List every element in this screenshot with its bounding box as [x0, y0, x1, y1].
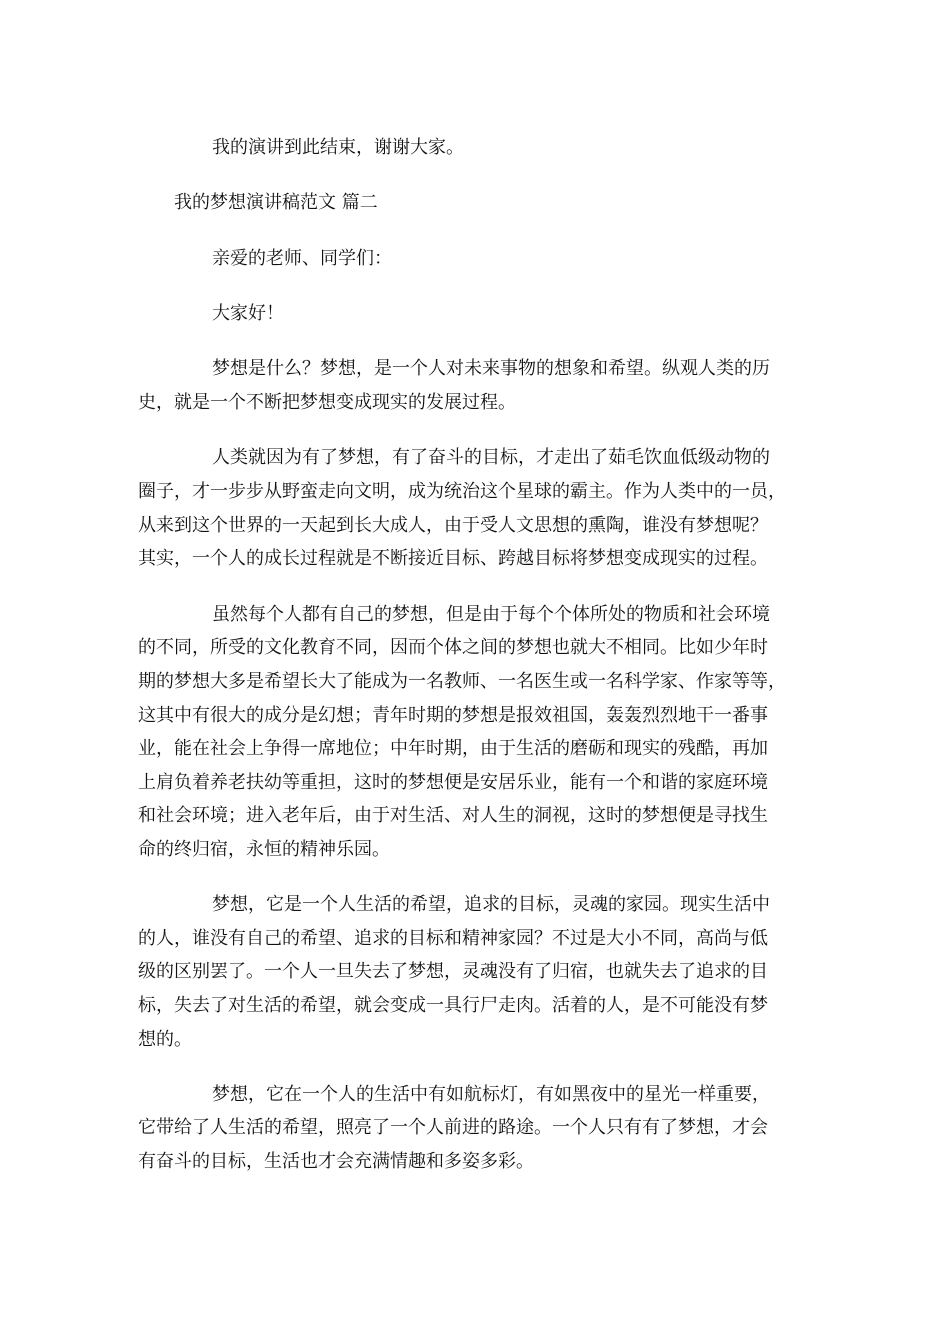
paragraph-line: 梦想，它在一个人的生活中有如航标灯，有如黑夜中的星光一样重要， — [212, 1084, 770, 1105]
paragraph-line: 人类就因为有了梦想，有了奋斗的目标，才走出了茹毛饮血低级动物的 — [212, 447, 770, 468]
paragraph-line: 标，失去了对生活的希望，就会变成一具行尸走肉。活着的人，是不可能没有梦 — [138, 995, 768, 1016]
closing-line: 我的演讲到此结束，谢谢大家。 — [212, 137, 464, 158]
paragraph-line: 有奋斗的目标，生活也才会充满情趣和多姿多彩。 — [138, 1151, 534, 1172]
paragraph-line: 上肩负着养老扶幼等重担，这时的梦想便是安居乐业，能有一个和谐的家庭环境 — [138, 772, 768, 793]
paragraph-line: 梦想，它是一个人生活的希望，追求的目标，灵魂的家园。现实生活中 — [212, 894, 770, 915]
paragraph-line: 期的梦想大多是希望长大了能成为一名教师、一名医生或一名科学家、作家等等， — [138, 671, 786, 692]
paragraph-line: 它带给了人生活的希望，照亮了一个人前进的路途。一个人只有有了梦想，才会 — [138, 1117, 768, 1138]
paragraph-line: 史，就是一个不断把梦想变成现实的发展过程。 — [138, 392, 516, 413]
paragraph-line: 命的终归宿，永恒的精神乐园。 — [138, 839, 390, 860]
paragraph-line: 其实，一个人的成长过程就是不断接近目标、跨越目标将梦想变成现实的过程。 — [138, 548, 768, 569]
paragraph-line: 这其中有很大的成分是幻想；青年时期的梦想是报效祖国，轰轰烈烈地干一番事 — [138, 705, 768, 726]
paragraph-line: 和社会环境；进入老年后，由于对生活、对人生的洞视，这时的梦想便是寻找生 — [138, 805, 768, 826]
greeting: 大家好！ — [212, 303, 284, 324]
paragraph-line: 的不同，所受的文化教育不同，因而个体之间的梦想也就大不相同。比如少年时 — [138, 637, 768, 658]
paragraph-line: 级的区别罢了。一个人一旦失去了梦想，灵魂没有了归宿，也就失去了追求的目 — [138, 961, 768, 982]
section-heading: 我的梦想演讲稿范文 篇二 — [174, 192, 378, 213]
paragraph-line: 梦想是什么？梦想，是一个人对未来事物的想象和希望。纵观人类的历 — [212, 358, 770, 379]
paragraph-line: 虽然每个人都有自己的梦想，但是由于每个个体所处的物质和社会环境 — [212, 604, 770, 625]
paragraph-line: 的人，谁没有自己的希望、追求的目标和精神家园？不过是大小不同，高尚与低 — [138, 928, 768, 949]
paragraph-line: 想的。 — [138, 1029, 192, 1050]
paragraph-line: 业，能在社会上争得一席地位；中年时期，由于生活的磨砺和现实的残酷，再加 — [138, 738, 768, 759]
paragraph-line: 从来到这个世界的一天起到长大成人，由于受人文思想的熏陶，谁没有梦想呢？ — [138, 515, 768, 536]
salutation: 亲爱的老师、同学们： — [212, 248, 392, 269]
paragraph-line: 圈子，才一步步从野蛮走向文明，成为统治这个星球的霸主。作为人类中的一员， — [138, 481, 786, 502]
